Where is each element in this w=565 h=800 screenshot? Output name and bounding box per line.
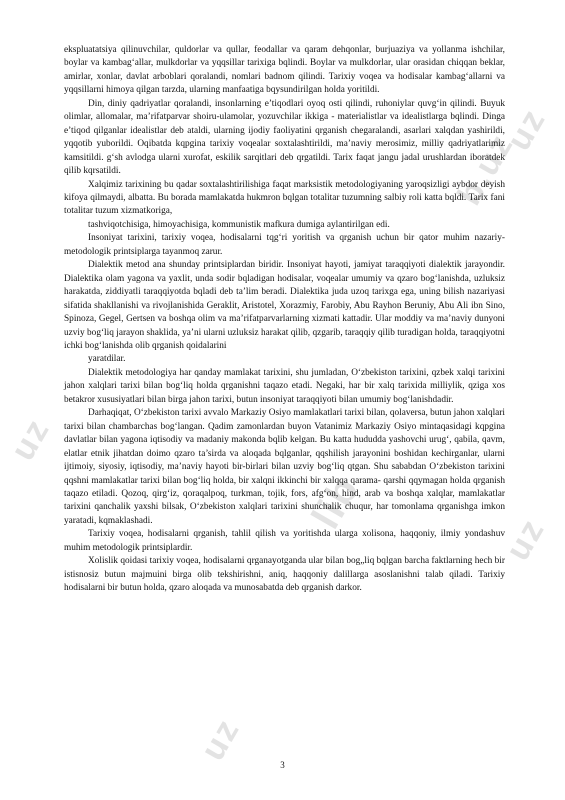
watermark-text: b.uz	[450, 126, 522, 212]
paragraph: Tarixiy voqea, hodisalarni qrganish, tahlil qilish va yoritishda ularga xolisona, haqqoniy, ilmiy yondashuv muhim metodologik printsiplardir.	[64, 529, 505, 553]
paragraph: Xalqimiz tarixining bu qadar soxtalashtirilishiga faqat marksistik metodologiyaning yaroqsizligi aybdor deyish kifoya qilmaydi, albatta. Bu borada mamlakatda hukmron bqlgan totalitar tuzumning salbiy roli katta bqldi. Tarix fani totalitar tuzum xizmatkoriga,	[64, 179, 505, 217]
page-number: 3	[280, 760, 285, 770]
paragraph: yaratdilar.	[88, 354, 126, 365]
paragraph: tashviqotchisiga, himoyachisiga, kommunistik mafkura dumiga aylantirilgan edi.	[88, 219, 390, 230]
paragraph: Darhaqiqat, O‘zbekiston tarixi avvalo Markaziy Osiyo mamlakatlari tarixi bilan, qolaversa, butun jahon xalqlari tarixi bilan chambarchas bog‘langan. Qadim zamonlardan buyon Vatanimiz Markaziy Osiyo mintaqasidagi kqpgina davlatlar bilan yagona iqtisodiy va madaniy makonda bqlib kelgan. Bu katta hududda yashovchi urug‘, qabila, qavm, elatlar etnik jihatdan doimo qzaro ta’sirda va aloqada bqlganlar, qqshilish jarayonini boshidan kechirganlar, ularni ijtimoiy, siyosiy, iqtisodiy, ma’naviy hayoti bir-birlari bilan uzviy bog‘liq qtgan. Shu sababdan O‘zbekiston tarixini qqshni mamlakatlar tarixi bilan bog‘liq holda, bir xalqni ikkinchi bir xalqqa qarama- qarshi qqymagan holda qrganish taqazo etiladi. Qozoq, qirg‘iz, qoraqalpoq, turkman, tojik, fors, afg‘on, hind, arab va boshqa xalqlar, mamlakatlar tarixini qanchalik yaxshi bilsak, O‘zbekiston xalqlari tarixini shunchalik chuqur, har tomonlama qrganishga imkon yaratadi, kqmaklashadi.	[64, 408, 505, 526]
paragraph: Xolislik qoidasi tarixiy voqea, hodisalarni qrganayotganda ular bilan bog„liq bqlgan barcha faktlarning hech bir istisnosiz butun majmuini birga olib tekshirishni, aniq, haqqoniy dalillarga asoslanishni talab qiladi. Tarixiy hodisalarni bir butun holda, qzaro aloqada va munosabatda deb qrganish darkor.	[64, 556, 505, 594]
watermark-text: uz	[193, 711, 248, 767]
paragraph: Dialektik metodologiya har qanday mamlakat tarixini, shu jumladan, O‘zbekiston tarixini, qzbek xalqi tarixini jahon xalqlari tarixi bilan bog‘liq holda qrganishni taqazo etadi. Negaki, har bir xalq tarixida milliylik, qziga xos betakror xususiyatlari bilan birga jahon tarixi, butun insoniyat taraqqiyoti bilan umumiy bog‘lanishdadir.	[64, 367, 505, 405]
paragraph: ekspluatatsiya qilinuvchilar, quldorlar va qullar, feodallar va qaram dehqonlar, burjuaziya va yollanma ishchilar, boylar va kambag‘allar, mulkdorlar va yqqsillar tarixiga bqlindi. Boylar va mulkdorlar, ular orasidan chiqqan beklar, amirlar, xonlar, davlat arboblari qoralandi, nomlari badnom qilindi. Tarixiy voqea va hodisalar kambag‘allarni va yqqsillarni himoya qilgan tarzda, ularning manfaatiga bqysundirilgan holda yoritildi.	[64, 45, 505, 96]
paragraph: Din, diniy qadriyatlar qoralandi, insonlarning e’tiqodlari oyoq osti qilindi, ruhoniylar quvg‘in qilindi. Buyuk olimlar, allomalar, ma’rifatparvar shoiru-ulamolar, yozuvchilar ikkiga - materialistlar va idealistlarga bqlindi. Dinga e’tiqod qilganlar idealistlar deb ataldi, ularning ijodiy faoliyatini qrganish chegaralandi, asarlari xalqdan yashirildi, yqqotib yuborildi. Oqibatda kqpgina tarixiy voqealar soxtalashtirildi, ma’naviy merosimiz, milliy qadriyatlarimiz kamsitildi. g‘sh avlodga ularni xurofat, eskilik sarqitlari deb qrgatildi. Tarix faqat jangu jadal urushlardan iboratdek qilib kqrsatildi.	[64, 98, 505, 177]
paragraph: Dialektik metod ana shunday printsiplardan biridir. Insoniyat hayoti, jamiyat taraqqiyoti dialektik jarayondir. Dialektika olam yagona va yaxlit, unda sodir bqladigan hodisalar, voqealar umumiy va qzaro bog‘lanishda, uzluksiz harakatda, ziddiyatli taraqqiyotda bqladi deb ta’lim beradi. Dialektika juda uzoq tarixga ega, uning bilish nazariyasi sifatida shakllanishi va rivojlanishida Geraklit, Aristotel, Xorazmiy, Farobiy, Abu Rayhon Beruniy, Abu Ali ibn Sino, Spinoza, Gegel, Gertsen va boshqa olim va ma’rifatparvarlarning xizmati kattadir. Ular moddiy va ma’naviy dunyoni uzviy bog‘liq jarayon shaklida, ya’ni ularni uzluksiz harakat qilib, qzgarib, taraqqiy qilib turadigan holda, taraqqiyotni ichki bog‘lanishda olib qrganish qoidalarini	[64, 260, 505, 351]
watermark-text: lib	[303, 468, 369, 537]
watermark-text: uz	[498, 511, 553, 567]
watermark-text: uz	[3, 411, 58, 467]
paragraph: Insoniyat tarixini, tarixiy voqea, hodisalarni tqg‘ri yoritish va qrganish uchun bir qator muhim nazariy- metodologik printsiplarga tayanmoq zarur.	[64, 233, 505, 257]
watermark-text: uz	[499, 101, 554, 157]
body-text	[64, 44, 505, 596]
